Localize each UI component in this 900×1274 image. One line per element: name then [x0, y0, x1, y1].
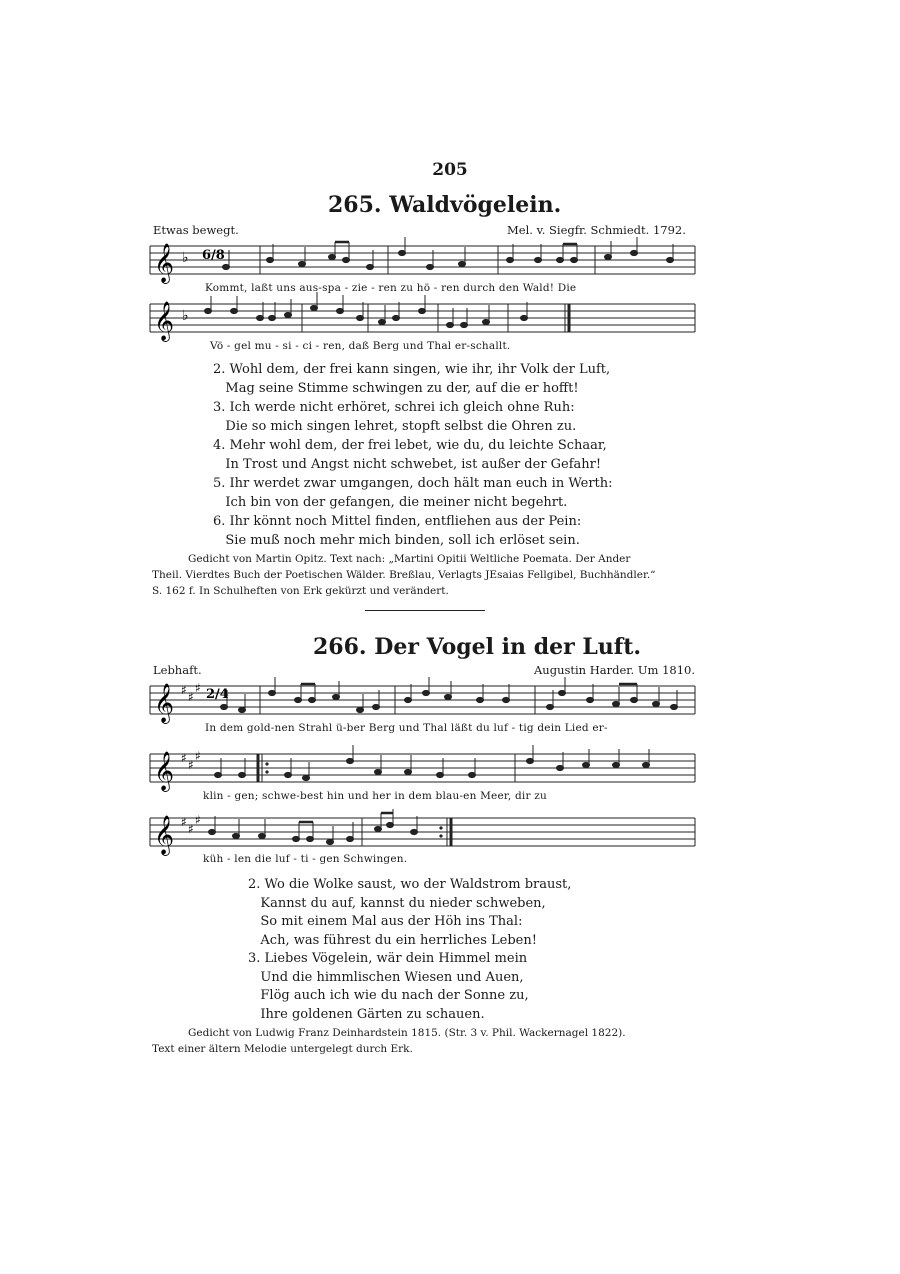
sharp-icon: ♯: [195, 749, 201, 763]
music-staff: [150, 298, 700, 342]
song-title: 266. Der Vogel in der Luft.: [313, 634, 642, 660]
source-note-line: Text einer ältern Melodie untergelegt durch Erk.: [152, 1043, 413, 1055]
sharp-icon: ♯: [181, 815, 187, 829]
sharp-icon: ♯: [195, 681, 201, 695]
sharp-icon: ♯: [188, 758, 194, 772]
lyrics-line: Kommt, laßt uns aus-spa - zie - ren zu hö - ren durch den Wald! Die: [205, 282, 577, 294]
source-note-line: S. 162 f. In Schulheften von Erk gekürzt und verändert.: [152, 585, 449, 597]
music-staff: [150, 240, 700, 284]
time-signature: 2/4: [206, 687, 229, 702]
sharp-icon: ♯: [188, 822, 194, 836]
music-staff: [150, 748, 700, 792]
flat-icon: ♭: [182, 308, 189, 324]
source-note-line: Gedicht von Martin Opitz. Text nach: „Martini Opitii Weltliche Poemata. Der Ander: [188, 553, 631, 565]
sharp-icon: ♯: [188, 690, 194, 704]
music-staff: [150, 680, 700, 724]
lyrics-line: küh - len die luf - ti - gen Schwingen.: [203, 853, 408, 865]
page-number: 205: [432, 160, 468, 180]
treble-clef-icon: 𝄞: [154, 301, 175, 341]
lyrics-line: klin - gen; schwe-best hin und her in dem blau-en Meer, dir zu: [203, 790, 547, 802]
melody-credit: Mel. v. Siegfr. Schmiedt. 1792.: [507, 223, 686, 237]
tempo-marking: Lebhaft.: [153, 663, 202, 677]
sharp-icon: ♯: [181, 751, 187, 765]
treble-clef-icon: 𝄞: [154, 815, 175, 855]
treble-clef-icon: 𝄞: [154, 751, 175, 791]
melody-credit: Augustin Harder. Um 1810.: [534, 663, 696, 677]
verse: 2. Wohl dem, der frei kann singen, wie ihr, ihr Volk der Luft, Mag seine Stimme schwingen zu der, auf die er hofft!: [213, 362, 611, 396]
sharp-icon: ♯: [195, 813, 201, 827]
verse: 4. Mehr wohl dem, der frei lebet, wie du, du leichte Schaar, In Trost und Angst nicht schwebet, ist außer der Gefahr!: [213, 438, 607, 472]
treble-clef-icon: 𝄞: [154, 243, 175, 283]
verse: 2. Wo die Wolke saust, wo der Waldstrom braust, Kannst du auf, kannst du nieder schweben, So mit einem Mal aus der Höh ins Thal: Ach, was führest du ein herrliches Leben!: [248, 877, 572, 948]
verse: 3. Liebes Vögelein, wär dein Himmel mein Und die himmlischen Wiesen und Auen, Flög auch ich wie du nach der Sonne zu, Ihre goldenen Gärten zu schauen.: [248, 951, 529, 1022]
divider: [365, 610, 485, 611]
flat-icon: ♭: [182, 250, 189, 266]
lyrics-line: Vö - gel mu - si - ci - ren, daß Berg und Thal er-schallt.: [210, 340, 511, 352]
time-signature: 6/8: [202, 248, 225, 263]
sharp-icon: ♯: [181, 683, 187, 697]
verse: 3. Ich werde nicht erhöret, schrei ich gleich ohne Ruh: Die so mich singen lehret, stopft selbst die Ohren zu.: [213, 400, 577, 434]
treble-clef-icon: 𝄞: [154, 683, 175, 723]
music-staff: [150, 812, 700, 856]
tempo-marking: Etwas bewegt.: [153, 223, 239, 237]
source-note-line: Gedicht von Ludwig Franz Deinhardstein 1815. (Str. 3 v. Phil. Wackernagel 1822).: [188, 1027, 626, 1039]
source-note-line: Theil. Vierdtes Buch der Poetischen Wälder. Breßlau, Verlagts JEsaias Fellgibel, Buchhändler.“: [152, 569, 656, 581]
lyrics-line: In dem gold-nen Strahl ü-ber Berg und Thal läßt du luf - tig dein Lied er-: [205, 722, 608, 734]
song-title: 265. Waldvögelein.: [328, 192, 562, 218]
verse: 5. Ihr werdet zwar umgangen, doch hält man euch in Werth: Ich bin von der gefangen, die meiner nicht begehrt.: [213, 476, 613, 510]
verse: 6. Ihr könnt noch Mittel finden, entfliehen aus der Pein: Sie muß noch mehr mich binden, soll ich erlöset sein.: [213, 514, 582, 548]
